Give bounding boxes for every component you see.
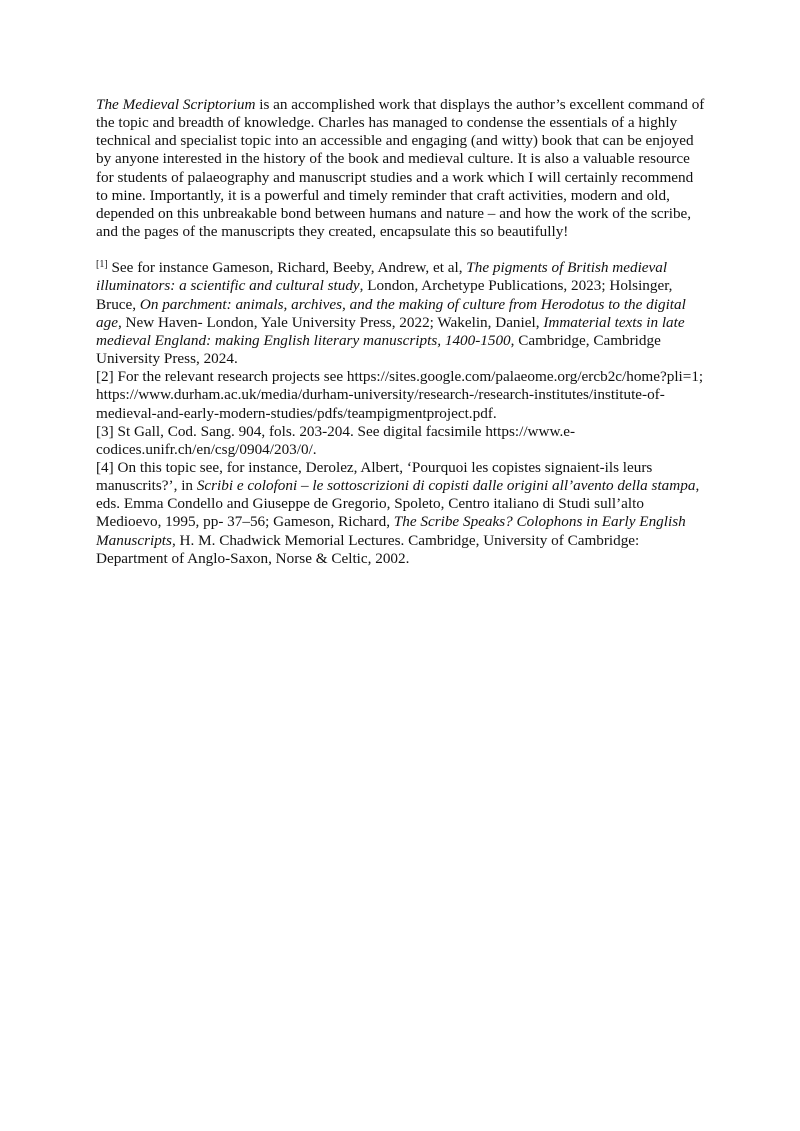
book-title: The Medieval Scriptorium xyxy=(96,96,256,113)
footnote-4-text-b: , eds. Emma Condello and Giuseppe de Gregorio, Spoleto, Centro italiano di Studi sull’alto Medioevo, 1995, pp- 37–56; Gameson, Richard, xyxy=(96,477,700,531)
footnote-1-text-b: , London, Archetype Publications, 2023; Holsinger, Bruce, xyxy=(96,277,673,313)
review-text: is an accomplished work that displays the author’s excellent command of the topic and breadth of knowledge. Charles has managed to condense the essentials of a highly technical and specialist topic into an accessible and engaging (and witty) book that can be enjoyed by anyone interested in the history of the book and medieval culture. It is also a valuable resource for students of palaeography and manuscript studies and a work which I will certainly recommend to mine. Importantly, it is a powerful and timely reminder that craft activities, modern and old, depended on this unbreakable bond between humans and nature – and how the work of the scribe, and the pages of the manuscripts they created, encapsulate this so beautifully! xyxy=(96,96,705,241)
footnotes-section xyxy=(96,259,708,568)
footnote-1-title-a: The pigments of British medieval illuminators: a scientific and cultural study xyxy=(96,259,668,295)
footnote-4-text-a: [4] On this topic see, for instance, Derolez, Albert, ‘Pourquoi les copistes signaient-ils leurs manuscrits?’, in xyxy=(96,458,653,495)
footnote-1 xyxy=(96,259,708,368)
footnote-2 xyxy=(96,368,708,422)
footnote-4-text-c: , H. M. Chadwick Memorial Lectures. Cambridge, University of Cambridge: Department of Anglo-Saxon, Norse & Celtic, 2002. xyxy=(96,531,640,567)
review-paragraph xyxy=(96,96,708,241)
footnote-1-text-d: , Cambridge, Cambridge University Press, 2024. xyxy=(96,331,661,368)
footnote-1-text-a: See for instance Gameson, Richard, Beeby, Andrew, et al, xyxy=(107,259,467,277)
footnote-4-title-b: The Scribe Speaks? Colophons in Early English Manuscripts xyxy=(96,513,686,549)
footnote-2-text: [2] For the relevant research projects see https://sites.google.com/palaeome.org/ercb2c/home?pli=1; https://www.durham.ac.uk/media/durham-university/research-/research-institutes/institute-of-medieval-and-early-modern-studies/pdfs/teampigmentproject.pdf. xyxy=(96,368,704,422)
footnote-3 xyxy=(96,423,708,459)
footnote-1-marker[interactable]: [1] xyxy=(96,259,108,271)
document-page xyxy=(96,96,708,568)
footnote-4-title-a: Scribi e colofoni – le sottoscrizioni di copisti dalle origini all’avento della stampa xyxy=(196,477,696,495)
footnote-1-title-c: Immaterial texts in late medieval England: making English literary manuscripts, 1400-1500 xyxy=(96,313,685,349)
footnote-3-text: [3] St Gall, Cod. Sang. 904, fols. 203-204. See digital facsimile https://www.e-codices.unifr.ch/en/csg/0904/203/0/. xyxy=(96,422,576,458)
footnote-1-title-b: On parchment: animals, archives, and the making of culture from Herodotus to the digital age xyxy=(96,295,686,331)
footnote-4 xyxy=(96,459,708,568)
footnote-1-text-c: , New Haven- London, Yale University Press, 2022; Wakelin, Daniel, xyxy=(117,313,544,331)
